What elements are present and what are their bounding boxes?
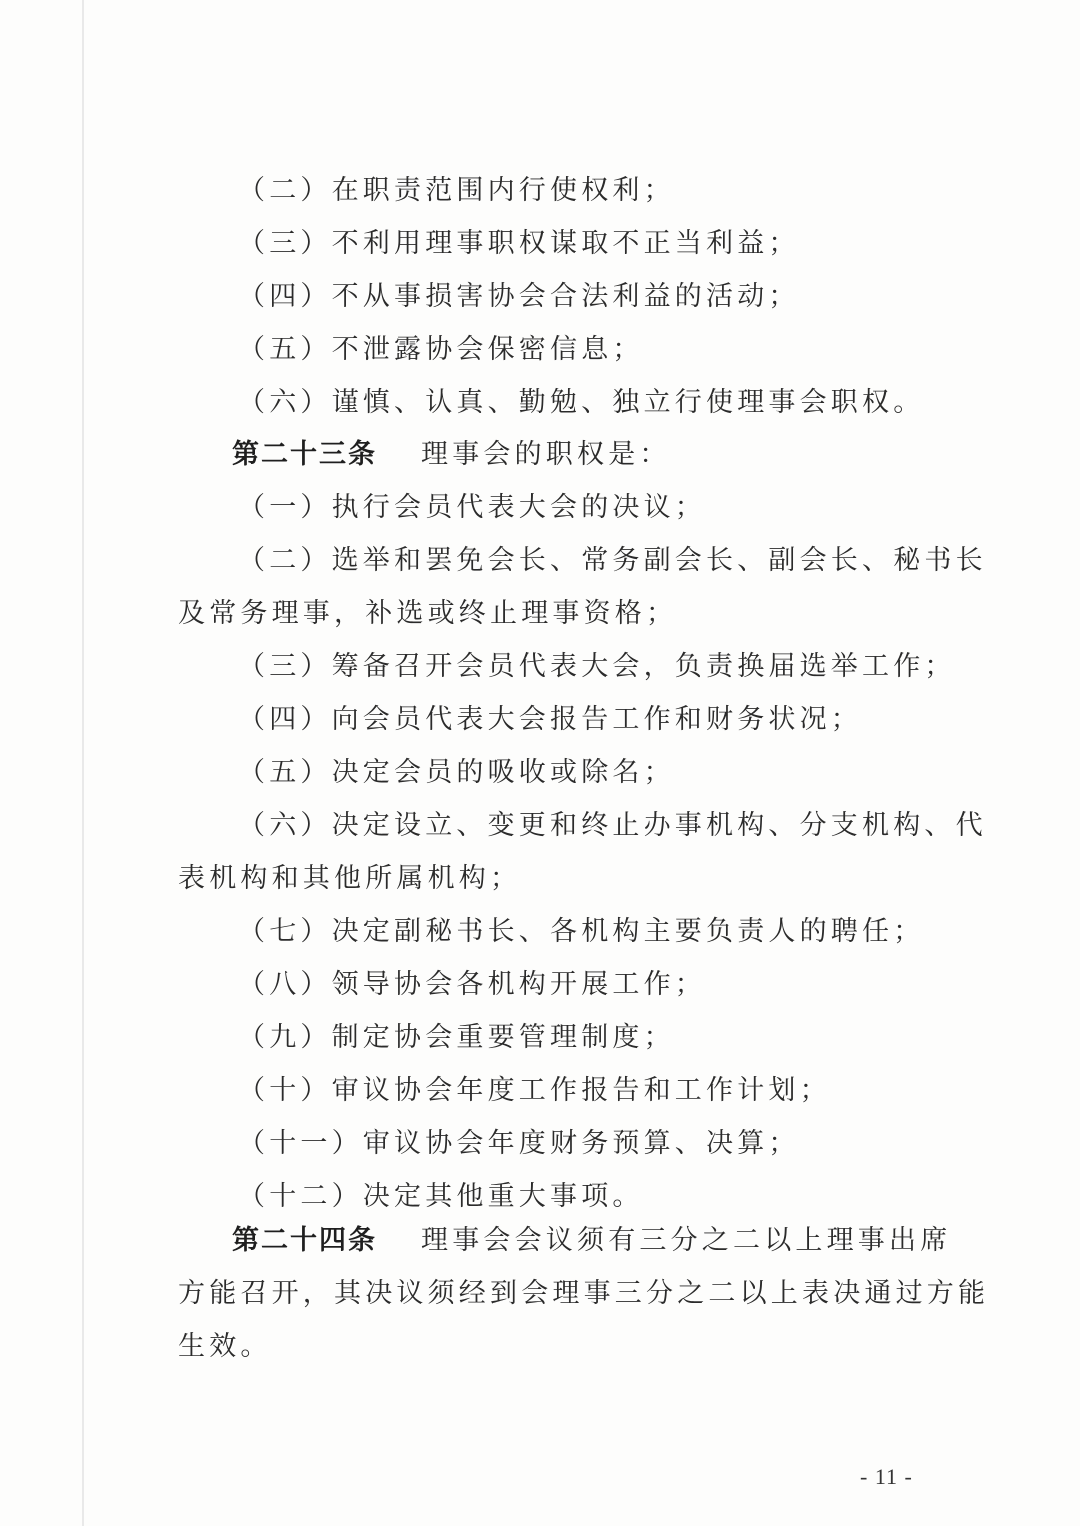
clause-line: 及常务理事，补选或终止理事资格； [178, 598, 678, 629]
clause-line: （二）选举和罢免会长、常务副会长、副会长、秘书长 [238, 545, 987, 576]
clause-line: 表机构和其他所属机构； [178, 863, 522, 894]
article-24-heading [232, 1223, 951, 1259]
clause-line: （六）谨慎、认真、勤勉、独立行使理事会职权。 [238, 387, 925, 418]
article-24-continuation: 方能召开，其决议须经到会理事三分之二以上表决通过方能 [178, 1278, 990, 1309]
clause-line: （十）审议协会年度工作报告和工作计划； [238, 1075, 831, 1106]
clause-line: （七）决定副秘书长、各机构主要负责人的聘任； [238, 916, 925, 947]
clause-line: （三）筹备召开会员代表大会，负责换届选举工作； [238, 651, 956, 682]
clause-line: （八）领导协会各机构开展工作； [238, 969, 706, 1000]
clause-line: （一）执行会员代表大会的决议； [238, 492, 706, 523]
clause-line: （六）决定设立、变更和终止办事机构、分支机构、代 [238, 810, 987, 841]
clause-line: （四）不从事损害协会合法利益的活动； [238, 281, 800, 312]
article-23-title: 第二十三条 [232, 439, 377, 470]
clause-line: （五）不泄露协会保密信息； [238, 334, 644, 365]
clause-line: （二）在职责范围内行使权利； [238, 175, 675, 206]
clause-line: （九）制定协会重要管理制度； [238, 1022, 675, 1053]
page-number: - 11 - [860, 1464, 913, 1489]
article-24-continuation: 生效。 [178, 1331, 272, 1362]
clause-line: （五）决定会员的吸收或除名； [238, 757, 675, 788]
clause-line: （十一）审议协会年度财务预算、决算； [238, 1128, 800, 1159]
article-23-heading [232, 437, 671, 473]
article-24-title: 第二十四条 [232, 1225, 377, 1256]
clause-line: （三）不利用理事职权谋取不正当利益； [238, 228, 800, 259]
article-23-text: 理事会的职权是： [421, 439, 671, 470]
clause-line: （四）向会员代表大会报告工作和财务状况； [238, 704, 862, 735]
article-24-text: 理事会会议须有三分之二以上理事出席 [421, 1225, 952, 1256]
scan-fold-shadow [82, 0, 84, 1526]
clause-line: （十二）决定其他重大事项。 [238, 1181, 644, 1212]
